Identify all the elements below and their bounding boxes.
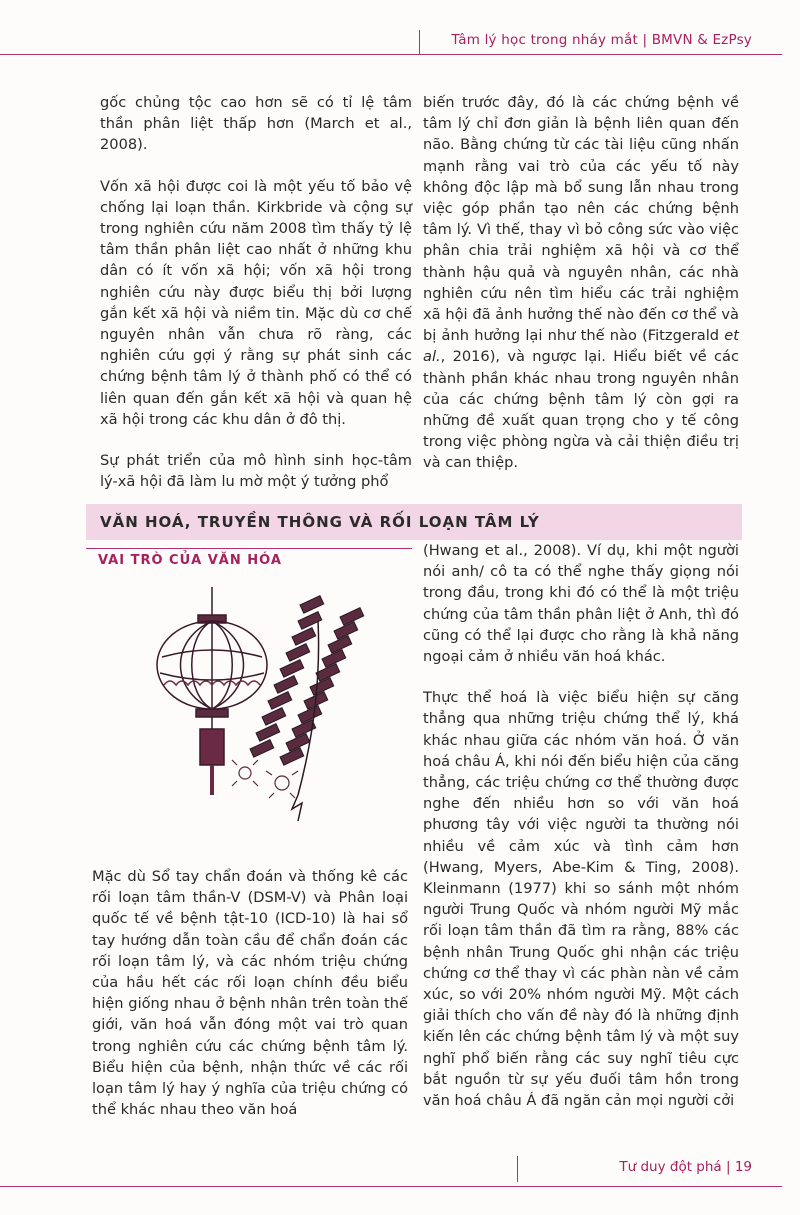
section-title: VĂN HOÁ, TRUYỀN THÔNG VÀ RỐI LOẠN TÂM LÝ	[100, 513, 540, 531]
paragraph	[423, 92, 739, 474]
spark-icon	[232, 760, 298, 798]
firecracker-icon	[250, 596, 364, 821]
italic-citation: et al.	[423, 327, 739, 366]
lantern-icon	[157, 587, 267, 795]
paragraph: (Hwang et al., 2008). Ví dụ, khi một người nói anh/ cô ta có thể nghe thấy giọng nói trong đầu, trong khi đó có thể là một triệu chứng của tâm thần phân liệt ở Anh, thì đó cũng có thể lại được cho rằng là khả năng ngoại cảm ở nhiều văn hoá khác.	[423, 542, 739, 666]
text-run: biến trước đây, đó là các chứng bệnh về tâm lý chỉ đơn giản là bệnh liên quan đến não. Bằng chứng từ các tài liệu cũng nhấn mạnh rằng vai trò của các yếu tố này không độc lập mà bổ sung lẫn nhau trong việc góp phần tạo nên các chứng bệnh tâm lý. Vì thế, thay vì bỏ công sức vào việc phân chia trải nghiệm xã hội và cơ thể thành hậu quả và nguyên nhân, các nhà nghiên cứu nên tìm hiểu các trải nghiệm xã hội đã ảnh hưởng thế nào đến cơ thể và bị ảnh hưởng lại như thế nào (Fitzgerald	[423, 94, 739, 345]
right-column-top	[423, 92, 739, 494]
running-title: Tâm lý học trong nháy mắt | BMVN & EzPsy	[451, 32, 752, 48]
left-column-bottom	[92, 866, 408, 1140]
subsection-rule	[86, 548, 412, 549]
footer-rule	[0, 1186, 782, 1187]
paragraph: gốc chủng tộc cao hơn sẽ có tỉ lệ tâm thần phân liệt thấp hơn (March et al., 2008).	[100, 94, 412, 154]
page-footer: Tư duy đột phá | 19	[619, 1159, 752, 1175]
paragraph: Vốn xã hội được coi là một yếu tố bảo vệ chống lại loạn thần. Kirkbride và cộng sự trong nghiên cứu năm 2008 tìm thấy tỷ lệ tâm thần phân liệt cao nhất ở những khu dân có ít vốn xã hội; vốn xã hội trong nghiên cứu này được biểu thị bởi lượng gắn kết xã hội và niềm tin. Mặc dù cơ chế nguyên nhân vẫn chưa rõ ràng, các nghiên cứu gợi ý rằng sự phát sinh các chứng bệnh tâm lý ở thành phố có thể có liên quan đến gắn kết xã hội và quan hệ xã hội trong các khu dân ở đô thị.	[100, 177, 412, 428]
paragraph: Mặc dù Sổ tay chẩn đoán và thống kê các rối loạn tâm thần-V (DSM-V) và Phân loại quốc tế về bệnh tật-10 (ICD-10) là hai sổ tay hướng dẫn toàn cầu để chẩn đoán các rối loạn tâm lý, và các nhóm triệu chứng của hầu hết các rối loạn chính đều biểu hiện giống nhau ở bệnh nhân trên toàn thế giới, văn hoá vẫn đóng một vai trò quan trong nghiên cứu các chứng bệnh tâm lý. Biểu hiện của bệnh, nhận thức về các rối loạn tâm lý hay ý nghĩa của triệu chứng có thể khác nhau theo văn hoá	[92, 868, 408, 1119]
lantern-firecracker-illustration	[150, 585, 380, 835]
page-header	[0, 0, 800, 80]
text-run: , 2016), và ngược lại. Hiểu biết về các thành phần khác nhau trong nguyên nhân của các chứng bệnh tâm lý còn gợi ra những đề xuất quan trọng cho y tế công trong việc phòng ngừa và cải thiện điều trị và can thiệp.	[423, 348, 739, 472]
paragraph: Thực thể hoá là việc biểu hiện sự căng thẳng qua những triệu chứng thể lý, khá khác nhau giữa các nhóm văn hoá. Ở văn hoá châu Á, khi nói đến biểu hiện của căng thẳng, các triệu chứng cơ thể thường được nghe đến nhiều hơn so với văn hoá phương tây với việc người ta thường nói nhiều về cảm xúc và tình cảm hơn (Hwang, Myers, Abe-Kim & Ting, 2008). Kleinmann (1977) khi so sánh một nhóm người Trung Quốc và nhóm người Mỹ mắc rối loạn tâm thần đã tìm ra rằng, 88% các bệnh nhân Trung Quốc ghi nhận các triệu chứng cơ thể thay vì các phàn nàn về cảm xúc, so với 20% nhóm người Mỹ. Một cách giải thích cho vấn đề này đó là những định kiến lên các chứng bệnh tâm lý và một suy nghĩ phổ biến rằng các suy nghĩ tiêu cực bắt nguồn từ sự yếu đuối tâm hồn trong văn hoá châu Á đã ngăn cản mọi người cởi	[423, 689, 739, 1110]
right-column-bottom	[423, 540, 739, 1131]
left-column-top	[100, 92, 412, 512]
subsection-title: VAI TRÒ CỦA VĂN HÓA	[98, 553, 282, 568]
paragraph: Sự phát triển của mô hình sinh học-tâm lý-xã hội đã làm lu mờ một ý tưởng phổ	[100, 452, 412, 491]
